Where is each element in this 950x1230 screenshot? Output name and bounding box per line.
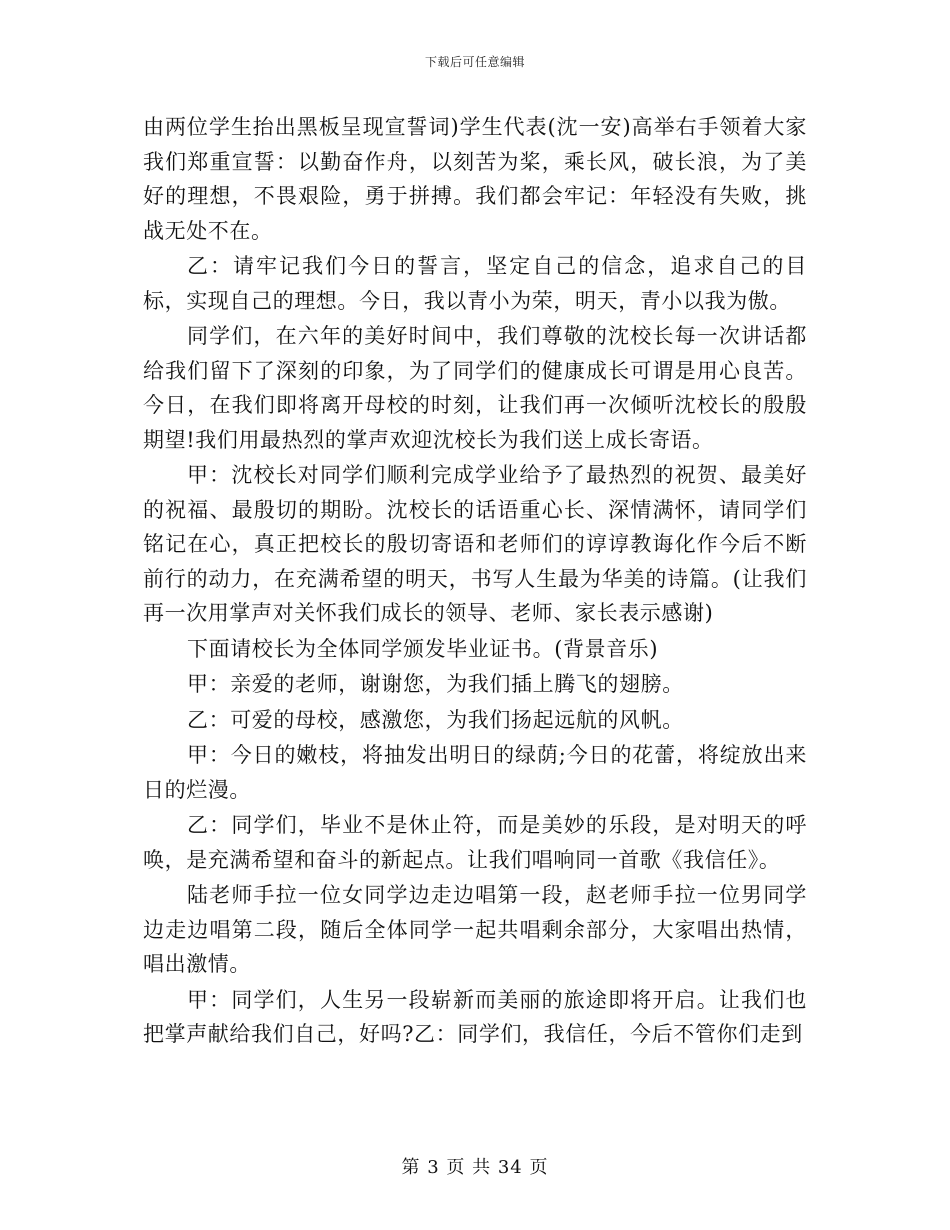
paragraph-7: 乙：可爱的母校，感激您，为我们扬起远航的风帆。 bbox=[187, 707, 684, 732]
document-body bbox=[143, 110, 807, 1053]
paragraph-10: 陆老师手拉一位女同学边走边唱第一段，赵老师手拉一位男同学边走边唱第二段，随后全体同学一起共唱剩余部分，大家唱出热情，唱出激情。 bbox=[143, 883, 807, 976]
paragraph-6: 甲：亲爱的老师，谢谢您，为我们插上腾飞的翅膀。 bbox=[187, 672, 684, 696]
paragraph-1: 由两位学生抬出黑板呈现宣誓词)学生代表(沈一安)高举右手领着大家我们郑重宣誓：以勤奋作舟，以刻苦为桨，乘长风，破长浪，为了美好的理想，不畏艰险，勇于拼搏。我们都会牢记：年轻没有失败，挑战无处不在。 bbox=[143, 115, 807, 243]
paragraph-9: 乙：同学们，毕业不是休止符，而是美妙的乐段，是对明天的呼唤，是充满希望和奋斗的新起点。让我们唱响同一首歌《我信任》。 bbox=[143, 813, 807, 872]
paragraph-4: 甲：沈校长对同学们顺利完成学业给予了最热烈的祝贺、最美好的祝福、最殷切的期盼。沈校长的话语重心长、深情满怀，请同学们铭记在心，真正把校长的殷切寄语和老师们的谆谆教诲化作今后不断前行的动力，在充满希望的明天，书写人生最为华美的诗篇。(让我们再一次用掌声对关怀我们成长的领导、老师、家长表示感谢) bbox=[143, 463, 807, 625]
paragraph-2: 乙：请牢记我们今日的誓言，坚定自己的信念，追求自己的目标，实现自己的理想。今日，我以青小为荣，明天，青小以我为傲。 bbox=[143, 254, 807, 313]
paragraph-11: 甲：同学们，人生另一段崭新而美丽的旅途即将开启。让我们也把掌声献给我们自己，好吗?乙：同学们，我信任，今后不管你们走到 bbox=[143, 987, 807, 1046]
page-header: 下载后可任意编辑 bbox=[424, 55, 525, 69]
paragraph-5: 下面请校长为全体同学颁发毕业证书。(背景音乐) bbox=[187, 636, 659, 661]
paragraph-8: 甲：今日的嫩枝，将抽发出明日的绿荫;今日的花蕾，将绽放出来日的烂漫。 bbox=[143, 743, 807, 802]
page-number-footer: 第 3 页 共 34 页 bbox=[401, 1157, 549, 1178]
paragraph-3: 同学们，在六年的美好时间中，我们尊敬的沈校长每一次讲话都给我们留下了深刻的印象，为了同学们的健康成长可谓是用心良苦。今日，在我们即将离开母校的时刻，让我们再一次倾听沈校长的殷殷期望!我们用最热烈的掌声欢迎沈校长为我们送上成长寄语。 bbox=[143, 324, 807, 452]
